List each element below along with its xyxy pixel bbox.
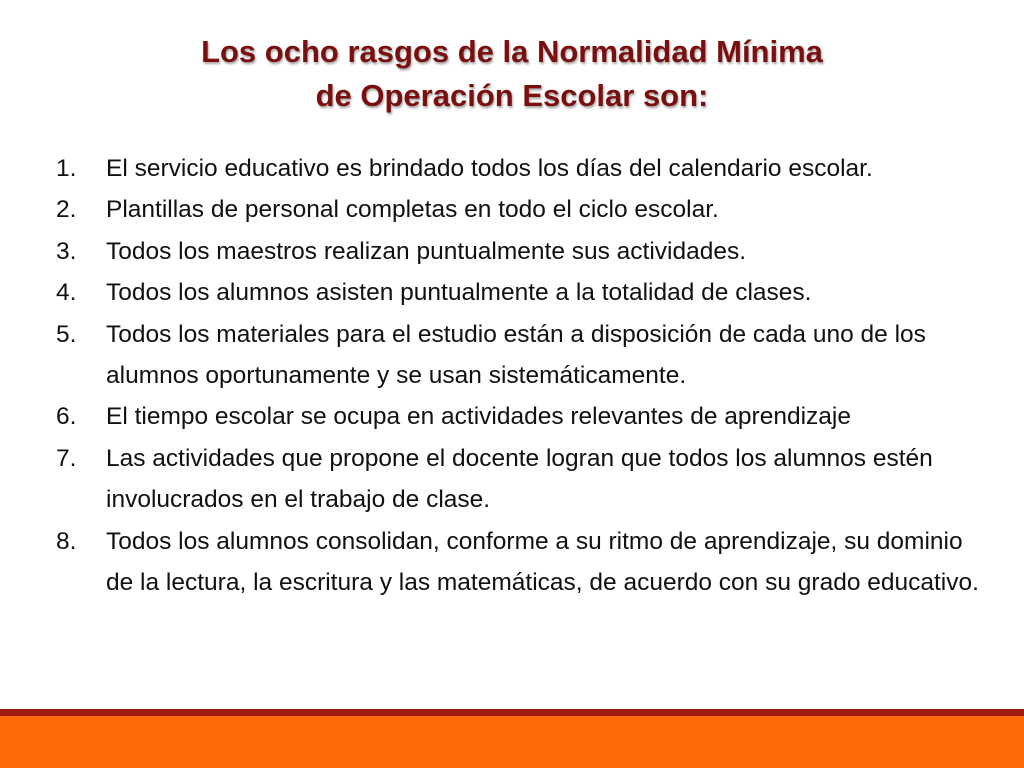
item-text: Todos los materiales para el estudio están a disposición de cada uno de los alumnos oportunamente y se usan sistemáticamente. [106, 320, 926, 390]
item-number: 3. [56, 237, 77, 265]
item-text: Todos los maestros realizan puntualmente sus actividades. [106, 237, 747, 265]
item-number: 1. [56, 155, 77, 182]
list-item [56, 521, 986, 604]
list-item [56, 438, 986, 521]
list-item [56, 231, 986, 272]
item-number: 8. [56, 527, 77, 555]
title-line-2: de Operación Escolar son: [315, 78, 709, 113]
item-text: El tiempo escolar se ocupa en actividades relevantes de aprendizaje [106, 403, 851, 431]
item-number: 4. [56, 279, 77, 307]
item-text: El servicio educativo es brindado todos los días del calendario escolar. [106, 155, 873, 182]
item-number: 5. [56, 320, 77, 348]
list-item [56, 314, 986, 397]
slide-title [0, 30, 1024, 118]
item-text: Todos los alumnos asisten puntualmente a la totalidad de clases. [106, 279, 812, 307]
footer-bar-dark [0, 709, 1024, 716]
list-item [56, 148, 986, 189]
list-item [56, 272, 986, 313]
item-number: 6. [56, 403, 77, 431]
list-item [56, 396, 986, 437]
rasgos-list [56, 148, 986, 603]
footer-bar-orange [0, 716, 1024, 768]
item-number: 2. [56, 196, 77, 224]
item-text: Plantillas de personal completas en todo el ciclo escolar. [106, 196, 719, 224]
title-line-1: Los ocho rasgos de la Normalidad Mínima [201, 34, 823, 69]
item-number: 7. [56, 444, 77, 472]
list-item [56, 189, 986, 230]
item-text: Todos los alumnos consolidan, conforme a su ritmo de aprendizaje, su dominio de la lectura, la escritura y las matemáticas, de acuerdo con su grado educativo. [106, 527, 979, 597]
item-text: Las actividades que propone el docente logran que todos los alumnos estén involucrados en el trabajo de clase. [106, 444, 933, 514]
